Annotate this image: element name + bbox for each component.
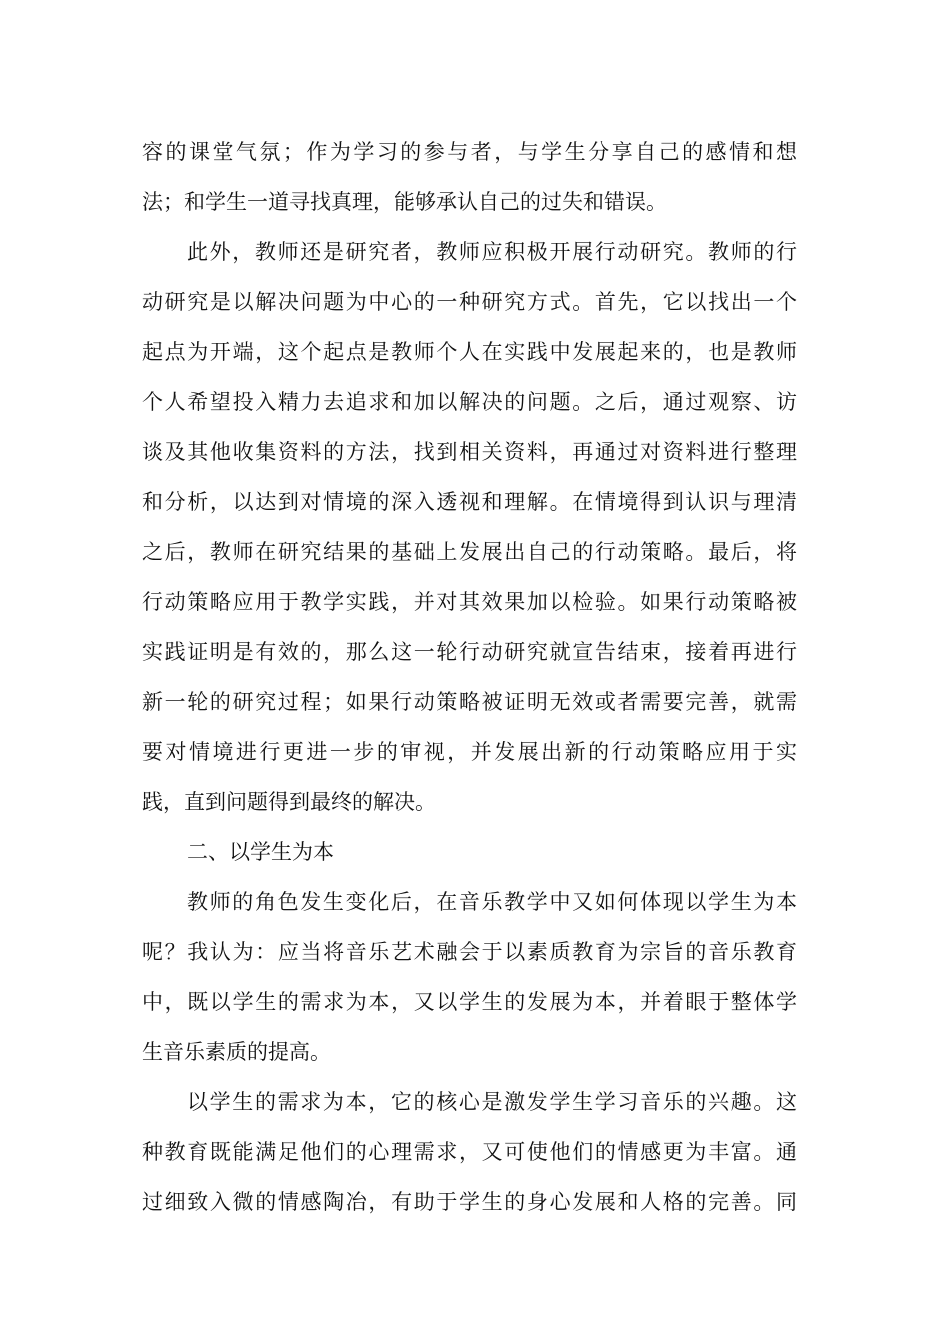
text-line: 容的课堂气氛；作为学习的参与者，与学生分享自己的感情和想	[142, 140, 797, 164]
text-line: 谈及其他收集资料的方法，找到相关资料，再通过对资料进行整理	[142, 440, 797, 464]
paragraph-start-line: 教师的角色发生变化后，在音乐教学中又如何体现以学生为本	[187, 890, 797, 914]
text-line: 和分析，以达到对情境的深入透视和理解。在情境得到认识与理清	[142, 490, 797, 514]
text-line: 呢？我认为：应当将音乐艺术融会于以素质教育为宗旨的音乐教育	[142, 940, 797, 964]
text-line: 新一轮的研究过程；如果行动策略被证明无效或者需要完善，就需	[142, 690, 797, 714]
text-line: 要对情境进行更进一步的审视，并发展出新的行动策略应用于实	[142, 740, 797, 764]
text-line: 个人希望投入精力去追求和加以解决的问题。之后，通过观察、访	[142, 390, 797, 414]
text-line: 过细致入微的情感陶冶，有助于学生的身心发展和人格的完善。同	[142, 1190, 797, 1214]
text-line: 中，既以学生的需求为本，又以学生的发展为本，并着眼于整体学	[142, 990, 797, 1014]
text-line: 行动策略应用于教学实践，并对其效果加以检验。如果行动策略被	[142, 590, 797, 614]
document-body	[142, 127, 797, 1227]
text-line: 动研究是以解决问题为中心的一种研究方式。首先，它以找出一个	[142, 290, 797, 314]
paragraph-start-line: 此外，教师还是研究者，教师应积极开展行动研究。教师的行	[187, 240, 797, 264]
text-line: 法；和学生一道寻找真理，能够承认自己的过失和错误。	[142, 190, 667, 214]
text-line: 生音乐素质的提高。	[142, 1040, 331, 1064]
text-line: 践，直到问题得到最终的解决。	[142, 790, 436, 814]
text-line: 之后，教师在研究结果的基础上发展出自己的行动策略。最后，将	[142, 540, 797, 564]
text-line: 起点为开端，这个起点是教师个人在实践中发展起来的，也是教师	[142, 340, 797, 364]
text-line: 种教育既能满足他们的心理需求，又可使他们的情感更为丰富。通	[142, 1140, 797, 1164]
section-heading: 二、以学生为本	[187, 840, 334, 864]
text-line: 实践证明是有效的，那么这一轮行动研究就宣告结束，接着再进行	[142, 640, 797, 664]
paragraph-start-line: 以学生的需求为本，它的核心是激发学生学习音乐的兴趣。这	[187, 1090, 797, 1114]
